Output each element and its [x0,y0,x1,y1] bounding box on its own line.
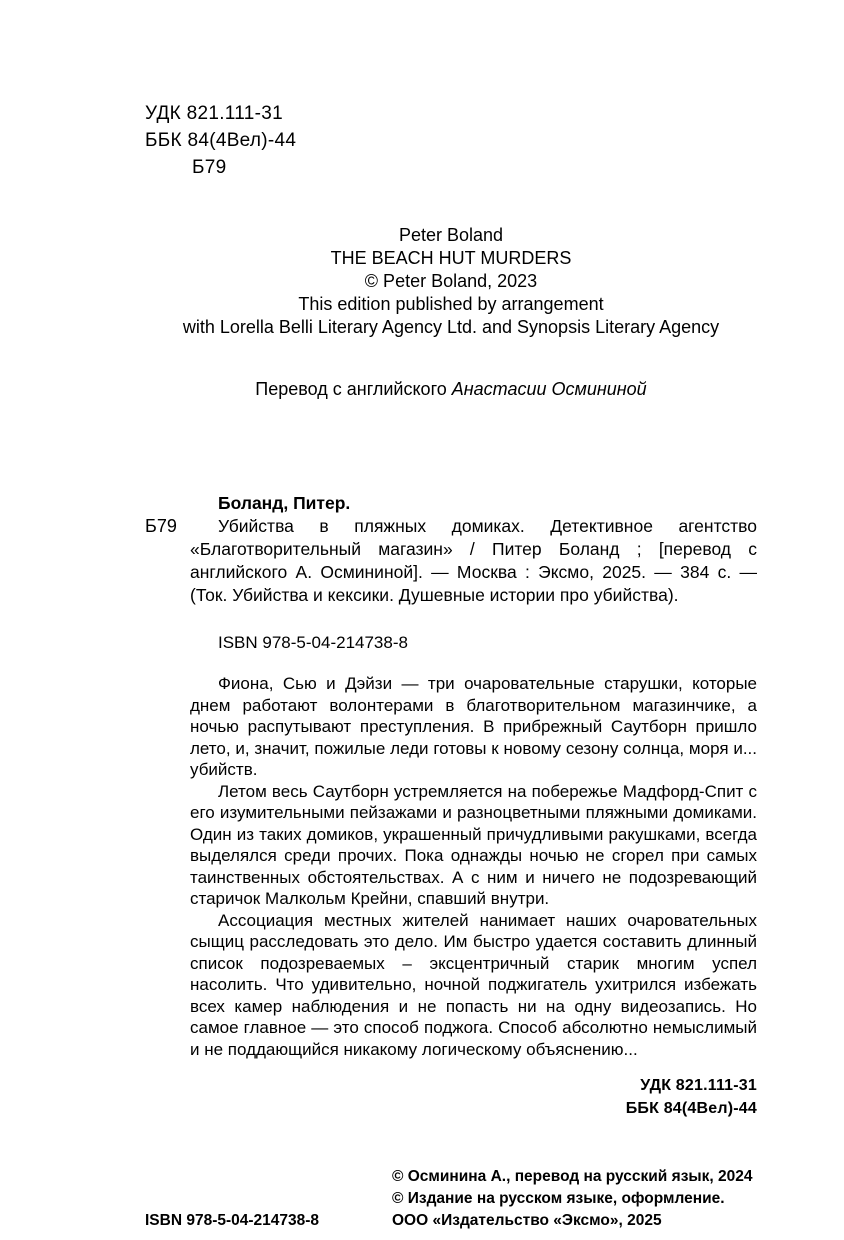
udk-code-bottom: УДК 821.111-31 [640,1077,757,1094]
original-copyright: © Peter Boland, 2023 [364,271,538,291]
imprint-block [145,1166,757,1232]
arrangement-line-1: This edition published by arrangement [298,294,604,314]
biblio-entry-wrap [145,515,757,607]
bbk-code-bottom: ББК 84(4Вел)-44 [625,1100,757,1117]
annotation-block [190,673,757,1060]
bbk-code-top: ББК 84(4Вел)-44 [145,130,297,151]
isbn-middle: ISBN 978-5-04-214738-8 [218,633,408,652]
isbn-bottom: ISBN 978-5-04-214738-8 [145,1212,320,1229]
annotation-paragraph-2: Летом весь Саутборн устремляется на побережье Мадфорд-Спит с его изумительными пейзажами и разноцветными пляжными домиками. Один из таких домиков, украшенный причудливыми ракушками, всегда выделялся среди прочих. Пока однажды ночью не сгорел при самых таинственных обстоятельствах. А с ним и ничего не подозревающий старичок Малкольм Крейни, спавший внутри. [190,781,757,908]
publisher-line: ООО «Издательство «Эксмо», 2025 [392,1212,662,1229]
top-classification-codes [145,100,757,181]
bottom-classification-codes [145,1074,757,1120]
translator-name: Анастасии Осмининой [451,379,647,399]
copyright-edition-line: © Издание на русском языке, оформление. [392,1190,725,1207]
original-title: THE BEACH HUT MURDERS [330,248,572,268]
original-edition-block [145,224,757,339]
arrangement-line-2: with Lorella Belli Literary Agency Ltd. and Synopsis Literary Agency [182,317,720,337]
udk-code-top: УДК 821.111-31 [145,103,283,124]
copyright-translation-line: © Осминина А., перевод на русский язык, 2024 [392,1168,753,1185]
biblio-author: Боланд, Питер. [218,493,351,513]
biblio-entry-text: Убийства в пляжных домиках. Детективное агентство «Благотворительный магазин» / Питер Боланд ; [перевод с английского А. Осмининой]. — Москва : Эксмо, 2025. — 384 с. — (Ток. Убийства и кексики. Душевные истории про убийства). [190,516,757,605]
bibliographic-record [145,492,757,607]
annotation-paragraph-1: Фиона, Сью и Дэйзи — три очаровательные старушки, которые днем работают волонтерами в благотворительном магазинчике, а ночью распутывают преступления. В прибрежный Саутборн пришло лето, и, значит, пожилые леди готовы к новому сезону солнца, моря и... убийств. [190,674,757,779]
annotation-paragraph-3: Ассоциация местных жителей нанимает наших очаровательных сыщиц расследовать это дело. Им быстро удается составить длинный список подозреваемых – эксцентричный старик многим успел насолить. Что удивительно, ночной поджигатель ухитрился избежать всех камер наблюдения и не попасть ни на одну видеозапись. Но самое главное — это способ поджога. Способ абсолютно немыслимый и не поддающийся никакому логическому объяснению... [190,910,757,1059]
author-sign-code-top: Б79 [192,157,227,178]
author-sign-code-entry: Б79 [145,516,177,536]
imprint-right-column [392,1166,757,1232]
translation-credit [145,379,757,400]
original-author: Peter Boland [398,225,504,245]
translation-prefix: Перевод с английского [255,379,452,399]
